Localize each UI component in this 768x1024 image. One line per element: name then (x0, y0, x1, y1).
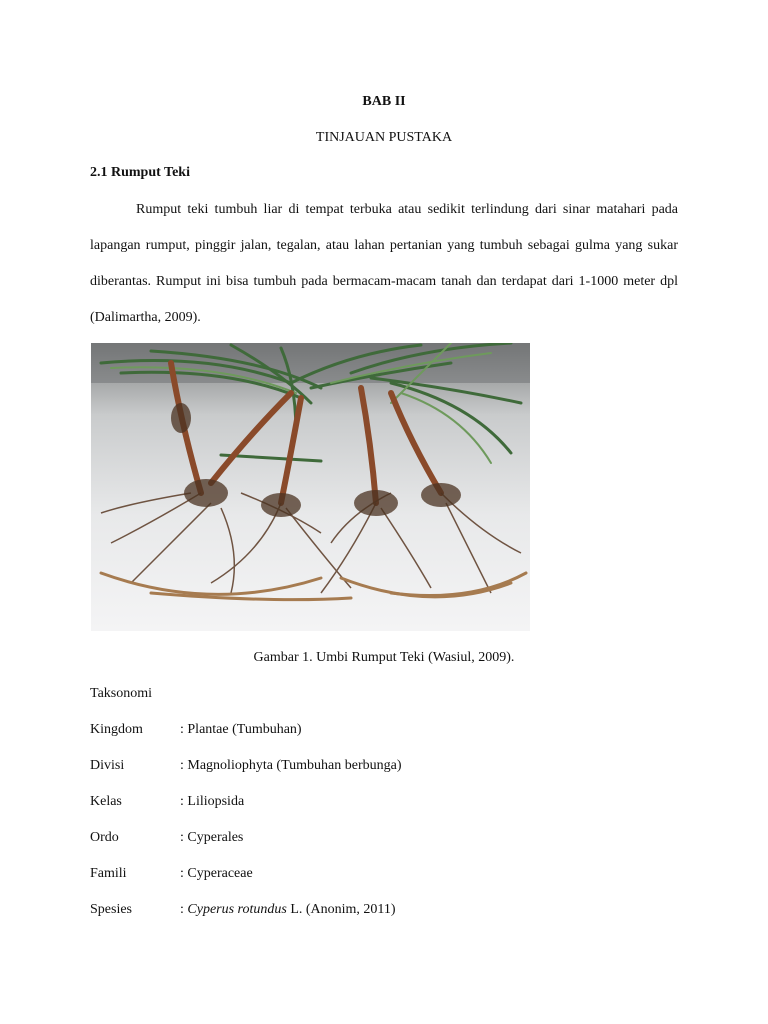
figure-caption: Gambar 1. Umbi Rumput Teki (Wasiul, 2009). (253, 650, 515, 665)
taxonomy-value: : Cyperaceae (180, 866, 253, 881)
taxonomy-value: : Plantae (Tumbuhan) (180, 722, 302, 737)
species-prefix: : (180, 902, 188, 917)
taxonomy-value: : Liliopsida (180, 794, 245, 809)
taxonomy-label: Spesies (90, 902, 132, 917)
taxonomy-label: Divisi (90, 758, 125, 773)
paragraph-text: Rumput teki tumbuh liar di tempat terbuka atau sedikit terlindung dari sinar matahari pada lapangan rumput, pinggir jalan, tegalan, atau lahan pertanian yang tumbuh sebagai gulma yang sukar diberantas. Rumput ini bisa tumbuh pada bermacam-macam tanah dan terdapat dari 1-1000 meter dpl (Dalimartha, 2009). (90, 202, 678, 325)
taxonomy-label: Famili (90, 866, 127, 881)
chapter-heading: BAB II (362, 94, 406, 109)
taxonomy-title: Taksonomi (90, 686, 153, 701)
body-paragraph (90, 192, 678, 336)
nutgrass-tuber-photo (91, 343, 530, 631)
taxonomy-label: Kingdom (90, 722, 143, 737)
species-suffix: L. (Anonim, 2011) (286, 902, 396, 917)
taxonomy-label: Ordo (90, 830, 119, 845)
taxonomy-value (180, 902, 396, 918)
taxonomy-value: : Magnoliophyta (Tumbuhan berbunga) (180, 758, 402, 773)
species-scientific-name: Cyperus rotundus (187, 902, 287, 917)
section-title: 2.1 Rumput Teki (90, 165, 190, 180)
taxonomy-label: Kelas (90, 794, 122, 809)
taxonomy-value: : Cyperales (180, 830, 244, 845)
chapter-title: TINJAUAN PUSTAKA (315, 130, 453, 145)
